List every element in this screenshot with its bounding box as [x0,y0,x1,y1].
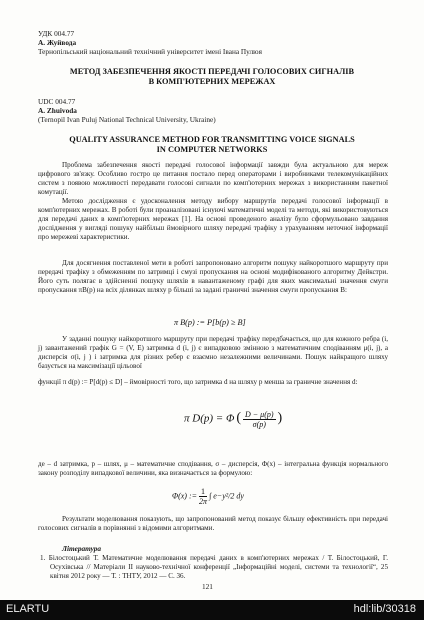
author-ua: А. Жуйвода [38,38,77,47]
paragraph-4-continued: функції π d(p) := P[d(p) ≤ D] – ймовірності того, що затримка d на шляху p менша за граничне значення d: [38,378,358,386]
paragraph-2: Метою дослідження є удосконалення методу вибору маршрутів передачі голосової інформації в комп'ютерних мережах. В роботі були проаналізовані існуючі математичні моделі та методи, які використовуються для передачі даних в комп'ютерних мережах [1]. На основі проведеного аналізу було сформульовано завдання дослідження у вигляді пошуку найбільш ймовірного шляху передачі трафіку з урахуванням неточної інформації про мережеві характеристики. [38,197,388,241]
title-ua-line2: В КОМП'ЮТЕРНИХ МЕРЕЖАХ [148,77,276,86]
author-en: A. Zhuivoda [38,106,77,115]
formula-cdf-lhs: Φ(x) := [172,491,198,501]
formula-delay-numerator: D − μ(p) [245,410,274,419]
title-en-line2: IN COMPUTER NETWORKS [156,145,268,154]
repository-footer-bar [0,600,424,620]
affiliation-ua: Тернопільський національний технічний університет імені Івана Пулюя [38,47,262,56]
udk-ua: УДК 004.77 [38,29,75,38]
paragraph-5: де – d затримка, p – шлях, μ – математичне сподівання, σ – дисперсія, Φ(x) – інтегральна функція нормального закону розподілу випадкової величини, яка визначається за формулою: [38,460,388,477]
references-heading: Література [62,544,102,553]
formula-cdf-denominator: 2π [199,497,208,506]
formula-delay-lhs: π D(p) = Φ [184,412,235,425]
paragraph-3: Для досягнення поставленої мети в роботі запропоновано алгоритм пошуку найкоротшого маршруту при передачі трафіку з обмеженням по затримці і смузі пропускання на основі модифікованого алгоритму Дейкстри. Його суть полягає в здійсненні пошуку шляхів в навантаженому графі для яких максимальні значення смуги пропускання πB(p) на всіх ділянках шляху p більші за задані граничні значення смуги пропускання B: [38,259,388,294]
formula-delay-denominator: σ(p) [252,420,266,429]
paragraph-6: Результати моделювання показують, що запропонований метод показує більшу ефективність при передачі голосових сигналів в порівнянні з відомими алгоритмами. [38,515,388,532]
affiliation-en: (Ternopil Ivan Puluj National Technical University, Ukraine) [38,115,216,124]
handle-link[interactable]: hdl:lib/30318 [353,603,416,615]
udc-en: UDC 004.77 [38,97,76,106]
repository-name: ELARTU [6,603,50,615]
page-number: 121 [202,582,213,591]
paragraph-4: У заданні пошуку найкоротшого маршруту при передачі трафіку передбачається, що для кожного ребра (i, j) завантажений графік G = (V, E) затримка d (i, j) є випадковою змінною з математичним сподіванням μ(i, j), а дисперсія σ(i, j ) і затримка для різних ребер є взаємно незалежними величинами. Пошук найкращого шляху базується на максимізації цільової [38,335,388,370]
formula-bandwidth: π B(p) := P[b(p) ≥ B] [174,318,246,327]
formula-normal-cdf [172,487,244,506]
title-en-line1: QUALITY ASSURANCE METHOD FOR TRANSMITTING VOICE SIGNALS [69,135,355,144]
title-ua-line1: МЕТОД ЗАБЕЗПЕЧЕННЯ ЯКОСТІ ПЕРЕДАЧІ ГОЛОСОВИХ СИГНАЛІВ [69,67,355,76]
formula-cdf-integral: ∫ e−y²/2 dy [209,491,244,501]
formula-cdf-numerator: 1 [199,487,207,497]
reference-item-1: 1. Білостоцький Т. Математичне моделювання передачі даних в комп'ютерних мережах / Т. Білостоцький, Г. Осухівська // Матеріали ІІ науково-технічної конференції „Інформаційні моделі, системи та технології“, 25 квітня 2012 року — Т. : ТНТУ, 2012 — С. 36. [40,554,388,580]
paragraph-1: Проблема забезпечення якості передачі голосової інформації завжди була актуальною для мереж цифрового зв'язку. Особливо гостро це питання постало перед операторами і виробниками телекомунікаційних систем з появою можливості передавати голосові сигнали по комп'ютерних мережах з використанням пакетної комутації. [38,161,388,196]
formula-delay: π D(p) = Φ ( $\frac{D - \mu(p)}{\sigma(p)}$ ) [184,410,283,429]
